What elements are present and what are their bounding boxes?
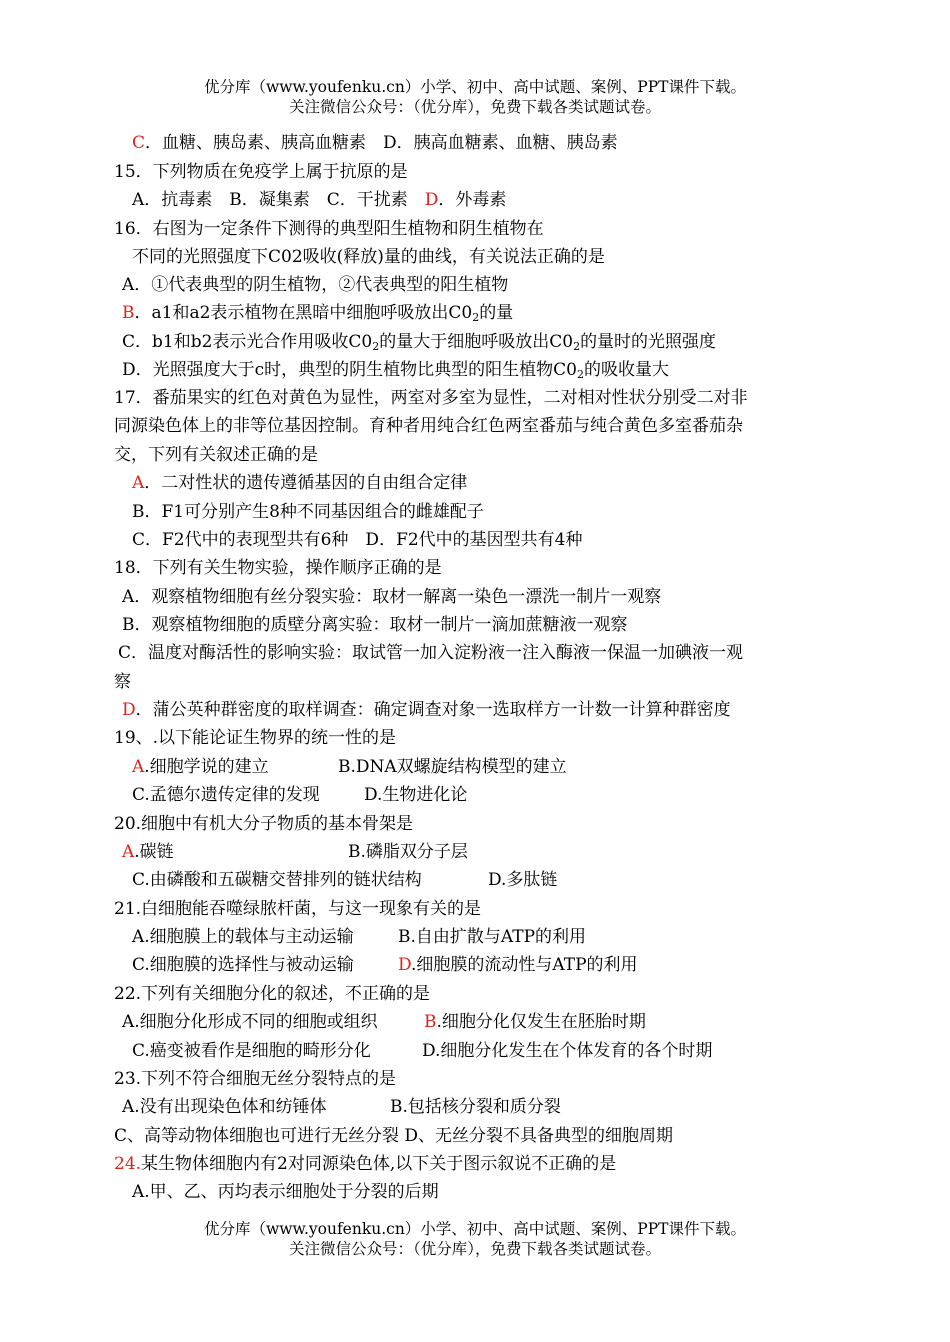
q20-stem: 20.细胞中有机大分子物质的基本骨架是 <box>114 814 414 834</box>
q16-option-d: D．光照强度大于c时，典型的阴生植物比典型的阳生植物$C0_2$的吸收量大 <box>122 360 669 381</box>
q18-option-a: A．观察植物细胞有丝分裂实验：取材一解离一染色一漂洗一制片一观察 <box>122 587 662 607</box>
q18-stem: 18．下列有关生物实验，操作顺序正确的是 <box>114 558 442 578</box>
q24-stem: 24.某生物体细胞内有2对同源染色体,以下关于图示叙说不正确的是 <box>114 1154 617 1174</box>
q22-option-c: C.癌变被看作是细胞的畸形分化 <box>132 1041 371 1061</box>
q17-stem-2: 同源染色体上的非等位基因控制。育种者用纯合红色两室番茄与纯合黄色多室番茄杂 <box>114 416 743 436</box>
q14-options-cd: C．血糖、胰岛素、胰高血糖素 D．胰高血糖素、血糖、胰岛素 <box>132 133 618 153</box>
answer-mark-c: C <box>132 133 146 153</box>
answer-mark-a: A <box>132 473 145 493</box>
q23-options-cd: C、高等动物体细胞也可进行无丝分裂 D、无丝分裂不具备典型的细胞周期 <box>114 1126 674 1146</box>
q20-option-a: A.碳链 <box>122 842 174 862</box>
q17-option-a: A．二对性状的遗传遵循基因的自由组合定律 <box>132 473 468 493</box>
q22-option-b: B.细胞分化仅发生在胚胎时期 <box>424 1012 646 1032</box>
q17-stem-3: 交，下列有关叙述正确的是 <box>114 445 318 465</box>
answer-mark-d: D <box>424 190 439 210</box>
q18-option-b: B．观察植物细胞的质壁分离实验：取材一制片一滴加蔗糖液一观察 <box>122 615 628 635</box>
q23-stem: 23.下列不符合细胞无丝分裂特点的是 <box>114 1069 397 1089</box>
q19-option-c: C.孟德尔遗传定律的发现 <box>132 785 320 805</box>
q16-option-a: A．①代表典型的阴生植物，②代表典型的阳生植物 <box>122 275 509 295</box>
question-number-24: 24. <box>114 1154 142 1174</box>
q15-options: A．抗毒素 B．凝集素 C．干扰素 D．外毒素 <box>132 190 507 210</box>
q24-option-a: A.甲、乙、丙均表示细胞处于分裂的后期 <box>132 1182 439 1202</box>
answer-mark-a: A <box>132 757 145 777</box>
header-watermark-line-1: 优分库（www.youfenku.cn）小学、初中、高中试题、案例、PPT课件下载。 <box>203 78 747 96</box>
q15-stem: 15．下列物质在免疫学上属于抗原的是 <box>114 162 408 182</box>
q19-option-a: A.细胞学说的建立 <box>132 757 269 777</box>
answer-mark-b: B <box>122 303 135 323</box>
q18-option-c: C．温度对酶活性的影响实验：取试管一加入淀粉液一注入酶液一保温一加碘液一观 <box>118 643 744 663</box>
q21-option-c: C.细胞膜的选择性与被动运输 <box>132 955 354 975</box>
answer-mark-b: B <box>424 1012 437 1032</box>
q19-option-d: D.生物进化论 <box>364 785 468 805</box>
q16-option-c: C．b1和b2表示光合作用吸收$C0_2$的量大于细胞呼吸放出$C0_2$的量时的光照强度 <box>122 332 717 353</box>
q21-option-d: D.细胞膜的流动性与ATP的利用 <box>398 955 638 975</box>
q21-option-b: B.自由扩散与ATP的利用 <box>398 927 587 947</box>
q21-stem: 21.白细胞能吞噬绿脓杆菌，与这一现象有关的是 <box>114 899 482 919</box>
answer-mark-d: D <box>122 700 136 720</box>
q17-option-b: B．F1可分别产生8种不同基因组合的雌雄配子 <box>132 502 484 522</box>
q22-stem: 22.下列有关细胞分化的叙述，不正确的是 <box>114 984 431 1004</box>
q16-stem-1: 16．右图为一定条件下测得的典型阳生植物和阴生植物在 <box>114 219 544 239</box>
q18-option-d: D．蒲公英种群密度的取样调查：确定调查对象一选取样方一计数一计算种群密度 <box>122 700 731 720</box>
answer-mark-d: D <box>398 955 412 975</box>
q20-option-b: B.磷脂双分子层 <box>348 842 468 862</box>
q19-option-b: B.DNA双螺旋结构模型的建立 <box>338 757 567 777</box>
q16-stem-2: 不同的光照强度下C02吸收(释放)量的曲线，有关说法正确的是 <box>132 247 605 267</box>
q22-option-a: A.细胞分化形成不同的细胞或组织 <box>122 1012 378 1032</box>
q17-options-cd: C．F2代中的表现型共有6种 D．F2代中的基因型共有4种 <box>132 530 583 550</box>
q16-option-b: B．a1和a2表示植物在黑暗中细胞呼吸放出$C0_2$的量 <box>122 303 514 324</box>
q22-option-d: D.细胞分化发生在个体发育的各个时期 <box>422 1041 713 1061</box>
answer-mark-a: A <box>122 842 135 862</box>
footer-watermark-line-2: 关注微信公众号：（优分库），免费下载各类试题试卷。 <box>288 1240 661 1258</box>
q19-stem: 19、.以下能论证生物界的统一性的是 <box>114 728 397 748</box>
q17-stem-1: 17．番茄果实的红色对黄色为显性，两室对多室为显性，二对相对性状分别受二对非 <box>114 388 748 408</box>
q20-option-c: C.由磷酸和五碳糖交替排列的链状结构 <box>132 870 422 890</box>
q21-option-a: A.细胞膜上的载体与主动运输 <box>132 927 354 947</box>
footer-watermark-line-1: 优分库（www.youfenku.cn）小学、初中、高中试题、案例、PPT课件下载。 <box>203 1220 747 1238</box>
q23-option-a: A.没有出现染色体和纺锤体 <box>122 1097 327 1117</box>
q23-option-b: B.包括核分裂和质分裂 <box>390 1097 561 1117</box>
header-watermark-line-2: 关注微信公众号：（优分库），免费下载各类试题试卷。 <box>288 98 661 116</box>
q20-option-d: D.多肽链 <box>488 870 558 890</box>
q18-option-c-cont: 察 <box>114 672 131 692</box>
